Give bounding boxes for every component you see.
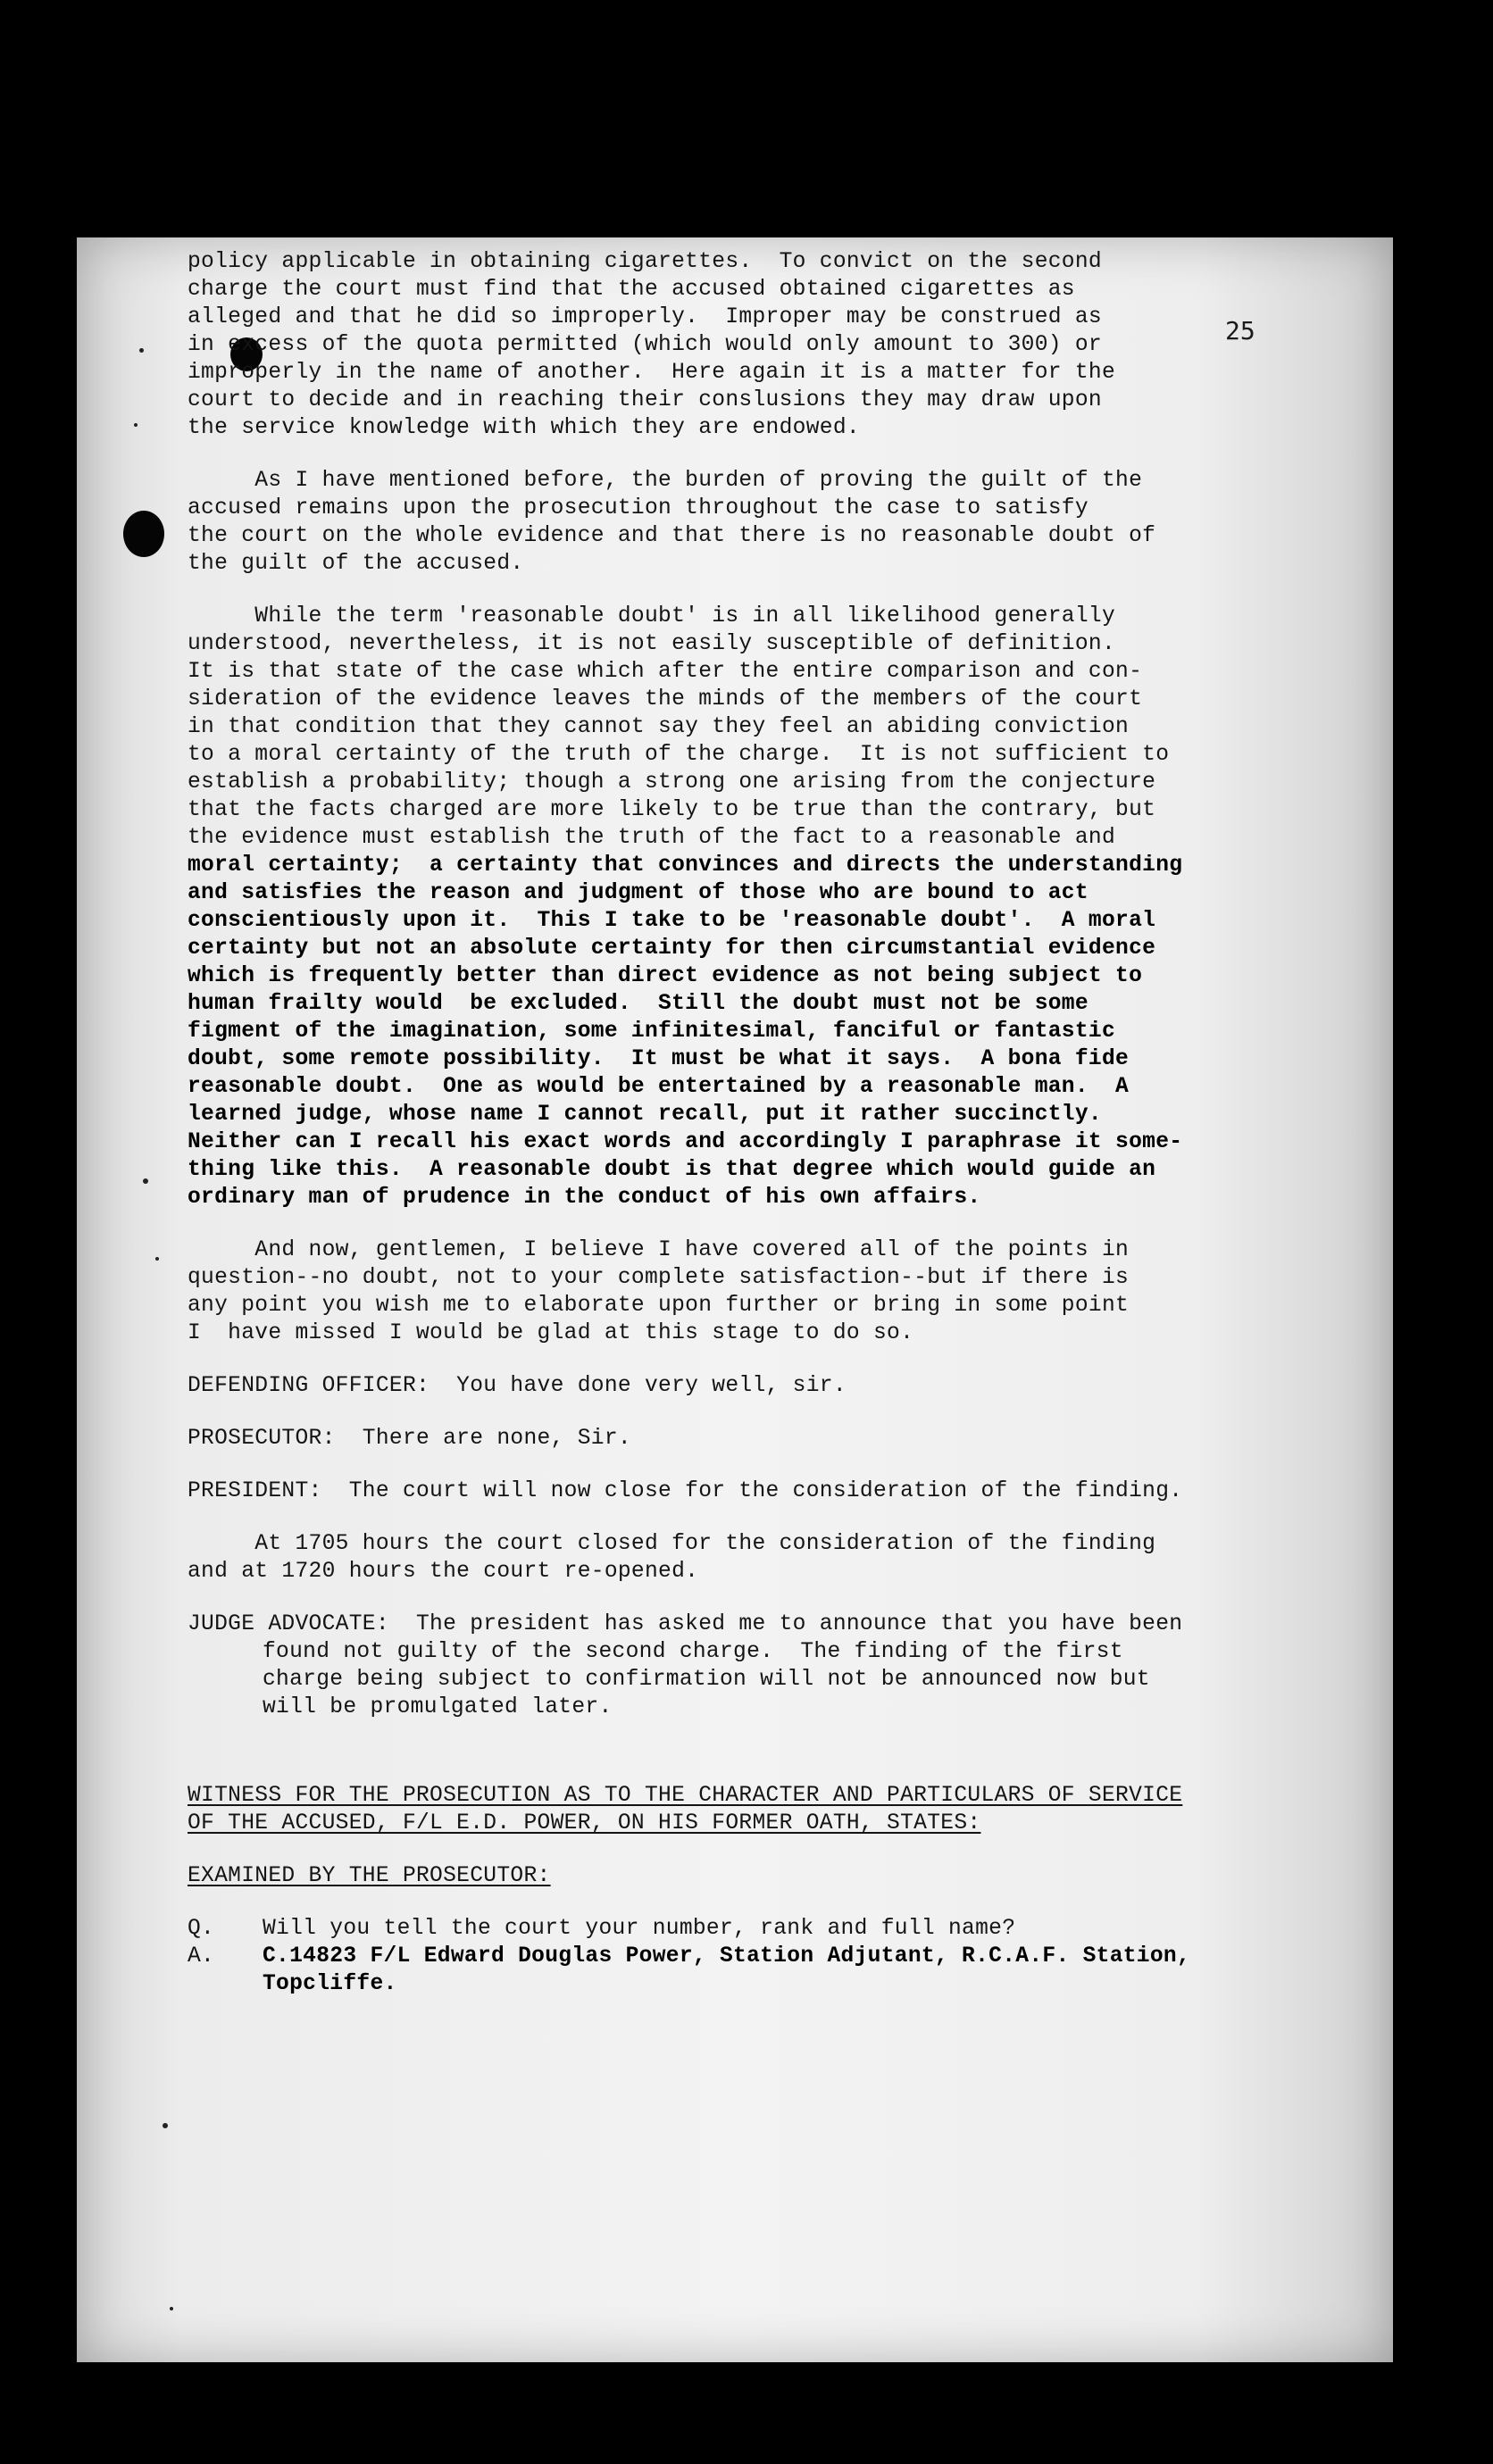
- text-line: policy applicable in obtaining cigarettes. To convict on the second: [188, 250, 1102, 274]
- punch-hole-middle: [123, 511, 164, 557]
- text-line: charge being subject to confirmation will not be announced now but: [263, 1668, 1150, 1692]
- text-line: ordinary man of prudence in the conduct of his own affairs.: [188, 1186, 981, 1210]
- text-line: that the facts charged are more likely to be true than the contrary, but: [188, 798, 1156, 822]
- paper-speck: [170, 2307, 173, 2310]
- text-line: found not guilty of the second charge. The finding of the first: [263, 1640, 1123, 1664]
- judge-advocate-continuation: [188, 1638, 1295, 1721]
- text-line: doubt, some remote possibility. It must be what it says. A bona fide: [188, 1047, 1130, 1071]
- text-line: Neither can I recall his exact words and accordingly I paraphrase it some-: [188, 1130, 1183, 1154]
- paper-speck: [155, 1257, 159, 1261]
- text-line: human frailty would be excluded. Still the doubt must not be some: [188, 992, 1088, 1016]
- paragraph-reasonable-doubt: [188, 603, 1295, 1211]
- text-line: improperly in the name of another. Here again it is a matter for the: [188, 361, 1116, 385]
- paragraph-closing-remarks: [188, 1236, 1295, 1347]
- answer-text: [263, 1943, 1295, 1998]
- text-line: and satisfies the reason and judgment of those who are bound to act: [188, 881, 1088, 905]
- prosecutor-remark: PROSECUTOR: There are none, Sir.: [188, 1427, 631, 1451]
- text-line: accused remains upon the prosecution throughout the case to satisfy: [188, 496, 1088, 520]
- text-line: alleged and that he did so improperly. Improper may be construed as: [188, 305, 1102, 329]
- text-line: to a moral certainty of the truth of the charge. It is not sufficient to: [188, 743, 1170, 767]
- text-line: court to decide and in reaching their conslusions they may draw upon: [188, 388, 1102, 412]
- question-label: Q.: [188, 1917, 215, 1941]
- text-line: As I have mentioned before, the burden of proving the guilt of the: [188, 469, 1143, 493]
- text-line: establish a probability; though a strong one arising from the conjecture: [188, 770, 1156, 795]
- text-line: learned judge, whose name I cannot recall, put it rather succinctly.: [188, 1103, 1102, 1127]
- text-line: understood, nevertheless, it is not easily susceptible of definition.: [188, 632, 1116, 656]
- answer-row: [188, 1943, 1295, 1998]
- text-line: moral certainty; a certainty that convinces and directs the understanding: [188, 853, 1183, 878]
- judge-advocate-remark: JUDGE ADVOCATE: The president has asked me to announce that you have been: [188, 1612, 1183, 1636]
- text-line: certainty but not an absolute certainty for then circumstantial evidence: [188, 936, 1156, 961]
- paragraph-burden-of-proof: [188, 467, 1295, 578]
- text-line: the evidence must establish the truth of the fact to a reasonable and: [188, 826, 1116, 850]
- witness-heading: WITNESS FOR THE PROSECUTION AS TO THE CHARACTER AND PARTICULARS OF SERVICE: [188, 1784, 1183, 1808]
- paper-speck: [163, 2123, 168, 2128]
- text-line: charge the court must find that the accused obtained cigarettes as: [188, 278, 1075, 302]
- text-line: conscientiously upon it. This I take to be 'reasonable doubt'. A moral: [188, 909, 1156, 933]
- text-line: the guilt of the accused.: [188, 552, 524, 576]
- paper-speck: [134, 423, 138, 427]
- text-line: figment of the imagination, some infinitesimal, fanciful or fantastic: [188, 1020, 1116, 1044]
- text-line: sideration of the evidence leaves the minds of the members of the court: [188, 687, 1143, 712]
- examined-by-heading: EXAMINED BY THE PROSECUTOR:: [188, 1864, 551, 1888]
- transcript-body: [188, 248, 1295, 1998]
- text-line: the service knowledge with which they are endowed.: [188, 416, 860, 440]
- text-line: reasonable doubt. One as would be entertained by a reasonable man. A: [188, 1075, 1130, 1099]
- text-line: thing like this. A reasonable doubt is that degree which would guide an: [188, 1158, 1156, 1182]
- text-line: It is that state of the case which after the entire comparison and con-: [188, 660, 1143, 684]
- defending-officer-remark: DEFENDING OFFICER: You have done very well, sir.: [188, 1374, 847, 1398]
- text-line: And now, gentlemen, I believe I have covered all of the points in: [188, 1238, 1130, 1262]
- text-line: in that condition that they cannot say they feel an abiding conviction: [188, 715, 1130, 739]
- text-line: which is frequently better than direct evidence as not being subject to: [188, 964, 1143, 988]
- court-note: At 1705 hours the court closed for the consideration of the finding: [188, 1532, 1156, 1556]
- text-line: I have missed I would be glad at this stage to do so.: [188, 1321, 914, 1345]
- text-line: will be promulgated later.: [263, 1695, 613, 1719]
- paragraph-cigarettes: [188, 248, 1295, 442]
- court-note: and at 1720 hours the court re-opened.: [188, 1560, 699, 1584]
- paper-speck: [139, 348, 144, 353]
- page-number: 25: [1225, 316, 1255, 345]
- text-line: the court on the whole evidence and that there is no reasonable doubt of: [188, 524, 1156, 548]
- text-line: While the term 'reasonable doubt' is in all likelihood generally: [188, 604, 1116, 628]
- text-line: Topcliffe.: [263, 1972, 397, 1996]
- paper-speck: [143, 1178, 148, 1184]
- answer-label: A.: [188, 1944, 215, 1969]
- text-line: any point you wish me to elaborate upon further or bring in some point: [188, 1294, 1130, 1318]
- question-row: [188, 1915, 1295, 1943]
- text-line: question--no doubt, not to your complete satisfaction--but if there is: [188, 1266, 1130, 1290]
- text-line: C.14823 F/L Edward Douglas Power, Station Adjutant, R.C.A.F. Station,: [263, 1944, 1191, 1969]
- question-text: Will you tell the court your number, rank and full name?: [263, 1917, 1016, 1941]
- witness-heading: OF THE ACCUSED, F/L E.D. POWER, ON HIS FORMER OATH, STATES:: [188, 1811, 981, 1836]
- president-remark: PRESIDENT: The court will now close for the consideration of the finding.: [188, 1479, 1183, 1503]
- text-line: in excess of the quota permitted (which would only amount to 300) or: [188, 333, 1102, 357]
